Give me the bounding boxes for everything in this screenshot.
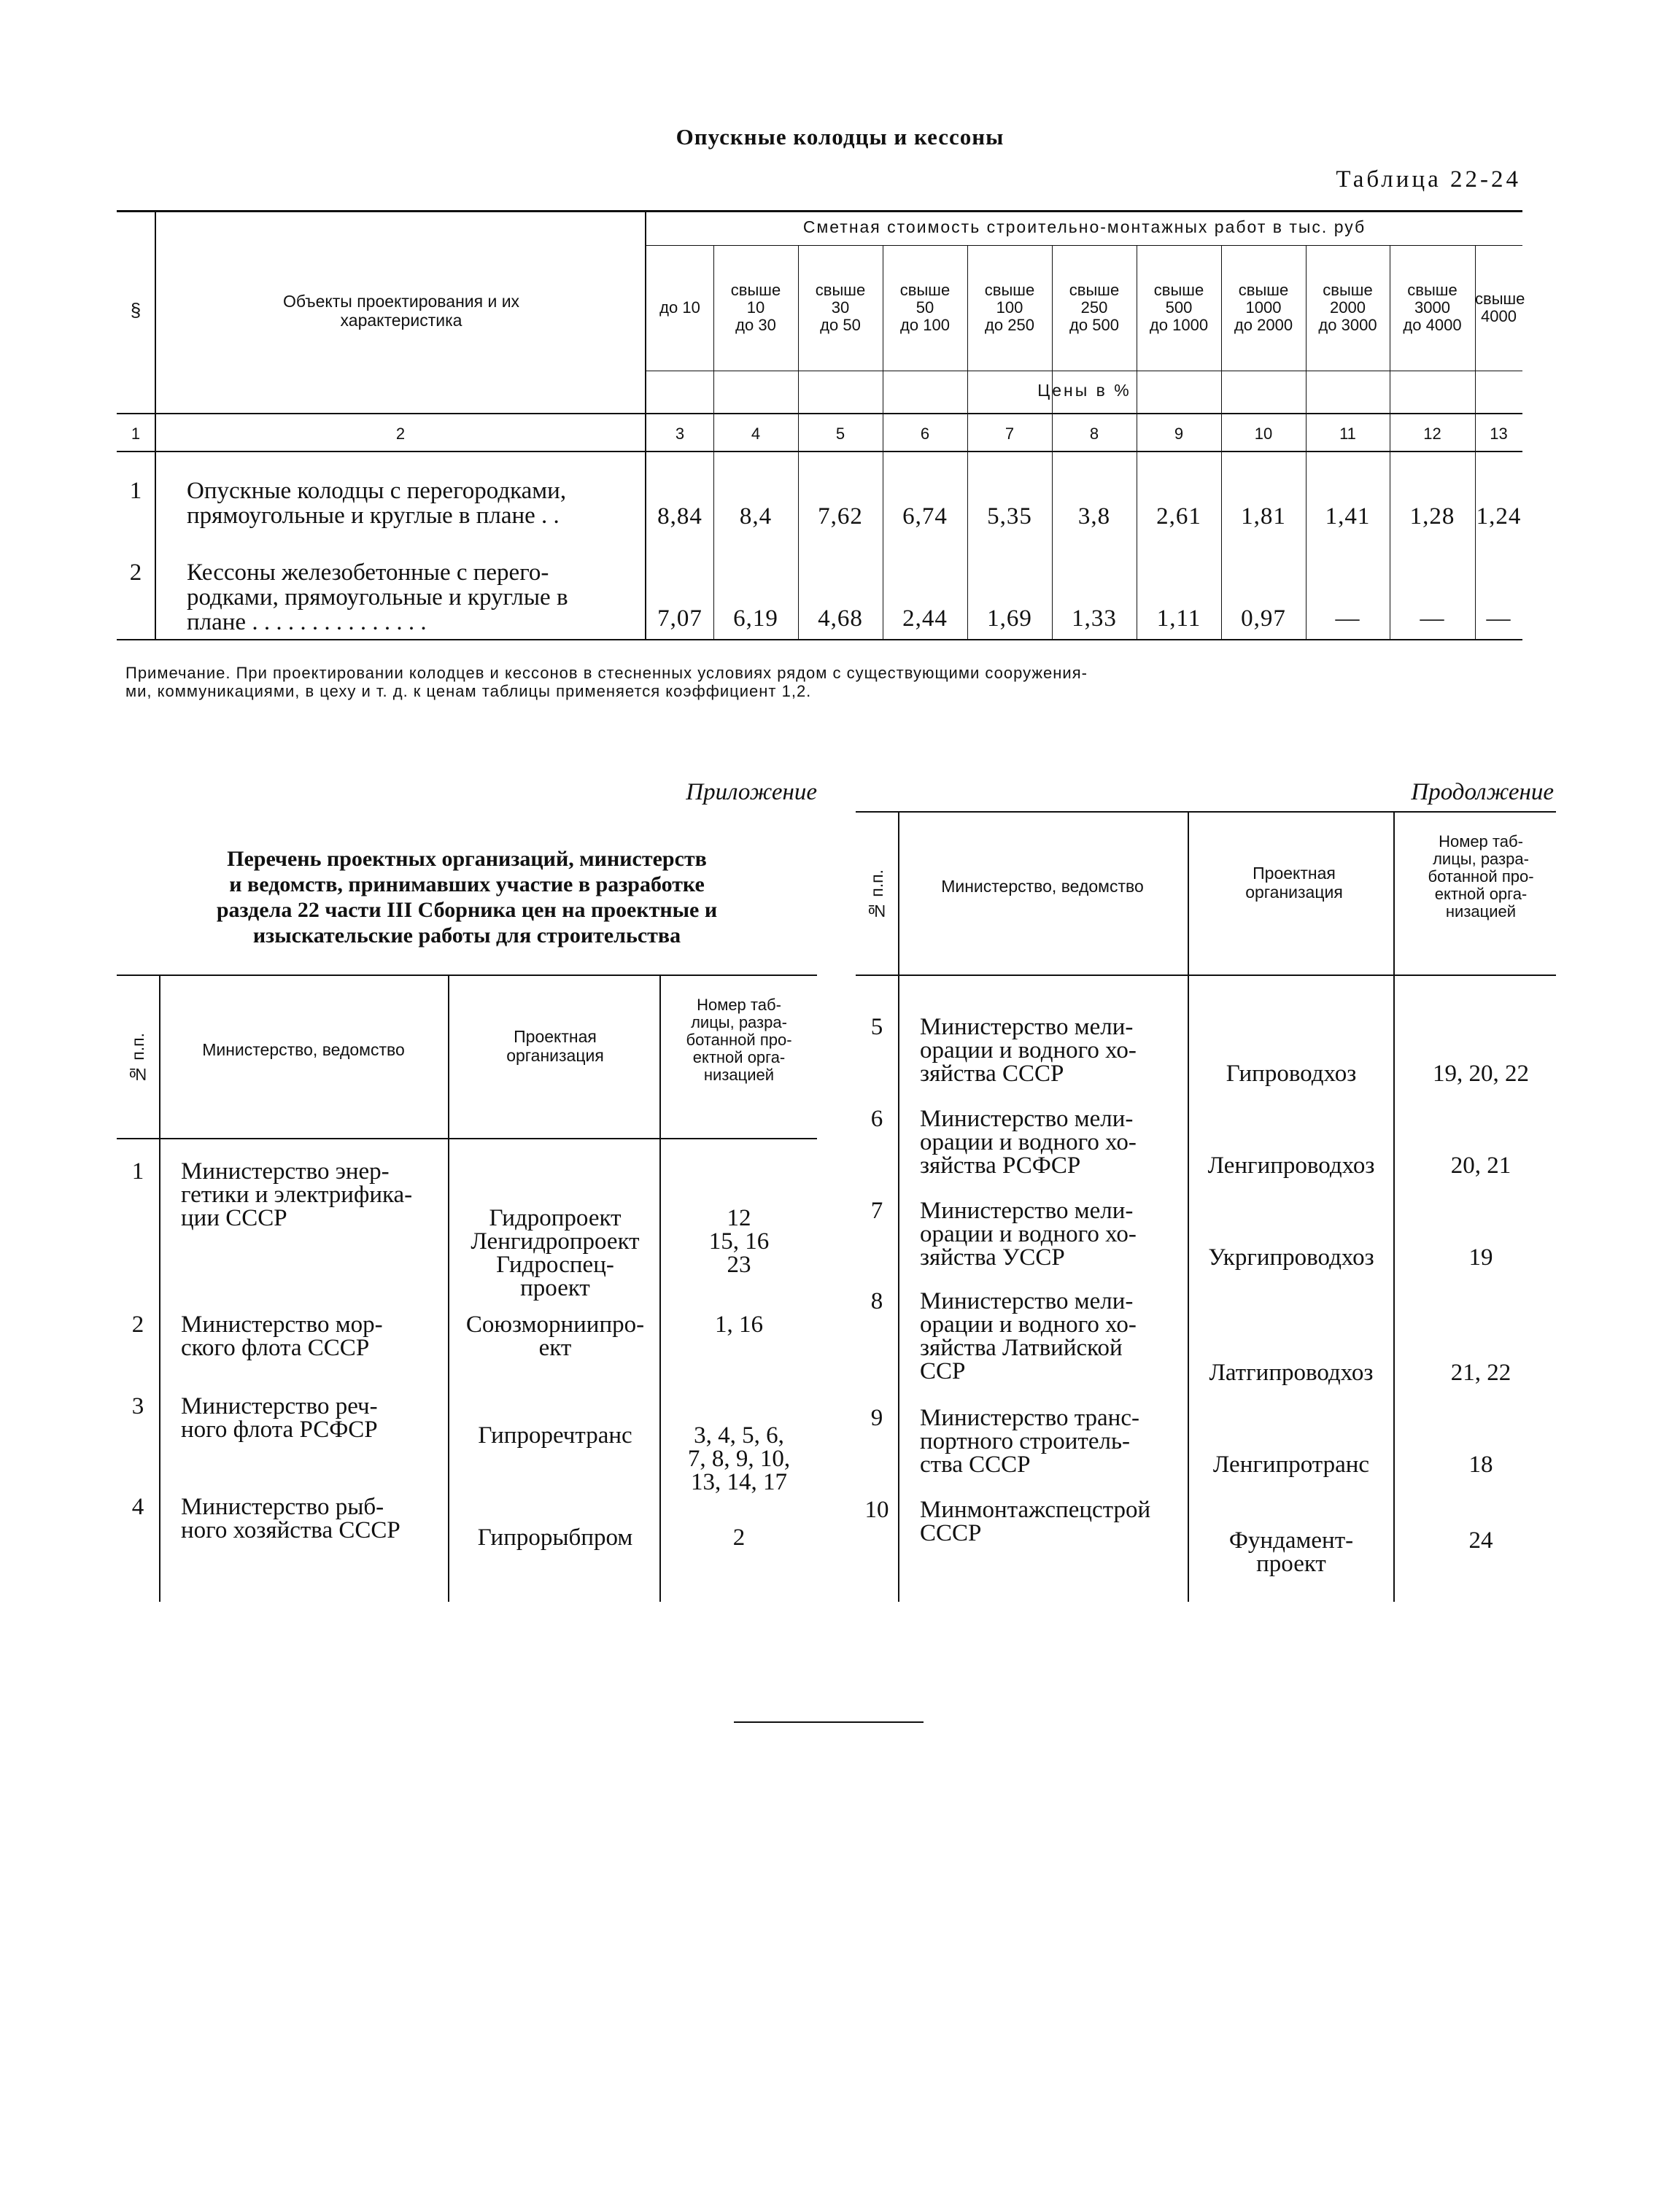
cost-range-header [967,282,1052,334]
cost-range-line: свыше [1238,281,1289,299]
note-line1: Примечание. При проектировании колодцев и кессонов в стесненных условиях рядом с существующими сооружения- [125,664,1088,682]
ministry-line: Министерство реч- [181,1393,378,1419]
tables-header-line: Номер таб- [1439,832,1523,850]
table-numbers-line: 23 [727,1252,751,1278]
ministry-line: гетики и электрифика- [181,1182,413,1208]
left-ministry-header: Министерство, ведомство [202,1040,405,1059]
cost-range-line: до 4000 [1403,316,1462,334]
appendix-title-line: Перечень проектных организаций, министерств [227,847,707,871]
row-description-line: родками, прямоугольные и круглые в [187,584,568,611]
org-header-line: организация [506,1046,604,1065]
table-numbers [1400,1062,1562,1085]
cost-range-line: свыше [815,281,866,299]
price-value: 4,68 [818,605,863,632]
organization-name [1188,1246,1394,1269]
tables-header-line: ботанной про- [1428,867,1534,886]
ministry-name [181,1495,451,1542]
cost-range-line: до 50 [820,316,861,334]
organization-name [1188,1154,1394,1177]
cost-range-line: свыше [1069,281,1120,299]
cost-range-header [646,299,713,317]
price-value: 1,81 [1241,503,1286,530]
ministry-name [181,1395,451,1441]
row-number: 3 [131,1393,144,1419]
ministry-name [920,1290,1190,1383]
cost-range-line: до 250 [985,316,1034,334]
ministry-name [181,1160,451,1230]
ministry-line: Минмонтажспецстрой [920,1497,1151,1523]
cost-range-line: до 30 [735,316,776,334]
column-number: 7 [1004,425,1015,443]
price-value: 1,69 [987,605,1032,632]
appendix-label: Приложение [686,779,817,805]
table1-bottom-rule [117,639,1522,640]
organization-line: Гидропроект [489,1205,622,1231]
price-value: 7,62 [818,503,863,530]
note-line2: ми, коммуникациями, в цеху и т. д. к ценам таблицы применяется коэффициент 1,2. [125,682,812,700]
column-number: 11 [1339,425,1356,443]
table-numbers [1400,1453,1562,1476]
cost-range-line: до 100 [900,316,950,334]
ministry-name [920,1015,1190,1085]
cost-range-line: свыше [1475,290,1525,308]
price-value: 2,44 [902,605,948,632]
table-numbers-line: 3, 4, 5, 6, [694,1422,784,1449]
right-num-header: № п.п. [867,869,886,921]
row-description-line: Кессоны железобетонные с перего- [187,559,549,586]
table-numbers-line: 1, 16 [715,1311,763,1338]
end-rule [734,1721,924,1723]
column-number: 5 [835,425,845,443]
cost-range-line: свыше [1407,281,1458,299]
continuation-label: Продолжение [1411,779,1554,805]
objects-header-line1: Объекты проектирования и их [282,292,520,311]
row-number: 10 [864,1497,889,1523]
cost-range-line: до 500 [1069,316,1119,334]
cost-range-line: 500 [1165,298,1193,317]
table-numbers-line: 18 [1468,1452,1493,1478]
tables-header-line: ектной орга- [1434,885,1528,903]
column-number: 10 [1254,425,1273,443]
table-numbers [661,1313,817,1336]
column-number: 8 [1089,425,1099,443]
price-value: 7,07 [657,605,702,632]
table-numbers [1400,1529,1562,1552]
ministry-line: Министерство мели- [920,1288,1134,1314]
right-org-header [1188,864,1400,902]
cost-range-line: 50 [916,298,934,317]
ministry-line: ного хозяйства СССР [181,1517,400,1543]
header-bottom-rule [117,413,1522,414]
ministry-line: орации и водного хо- [920,1037,1137,1063]
appendix-title-line: и ведомств, принимавших участие в разработке [229,872,705,896]
cost-range-line: 250 [1080,298,1108,317]
ministry-name [920,1498,1190,1545]
left-vline-num [159,974,160,1602]
ministry-line: СССР [920,1520,982,1546]
cost-range-header [1137,282,1221,334]
row-section-number: 1 [129,478,142,504]
cost-range-line: свыше [730,281,781,299]
organization-line: Латгипроводхоз [1209,1360,1374,1386]
price-value: 2,61 [1156,503,1201,530]
left-num-header: № п.п. [128,1032,147,1085]
cost-range-line: 30 [831,298,850,317]
row-number: 2 [131,1311,144,1338]
price-value: 1,24 [1476,503,1522,530]
ministry-line: ства СССР [920,1452,1031,1478]
ministry-line: Министерство мели- [920,1106,1134,1132]
objects-header-line2: характеристика [340,311,462,330]
table-numbers [661,1424,817,1494]
row-description-line: Опускные колодцы с перегородками, [187,478,567,504]
price-value: 3,8 [1077,503,1111,530]
cost-range-line: до 1000 [1149,316,1209,334]
appendix-title [117,846,817,948]
org-header-line: Проектная [1253,864,1336,883]
objects-header [175,292,627,330]
table-numbers-line: 13, 14, 17 [691,1469,787,1495]
organization-name [449,1206,661,1300]
right-num-header-box [856,826,898,964]
cost-range-line: свыше [984,281,1035,299]
organization-line: ект [538,1335,572,1361]
org-header-line: организация [1245,883,1343,902]
cost-range-line: свыше [1153,281,1204,299]
tables-header-line: низацией [703,1066,775,1084]
ministry-line: зяйства УССР [920,1244,1065,1271]
table-numbers [661,1206,817,1276]
table-numbers [1400,1361,1562,1384]
table1-top-rule [117,210,1522,212]
price-value: 1,41 [1325,503,1371,530]
row-number: 7 [870,1198,883,1224]
ministry-line: зяйства РСФСР [920,1152,1081,1179]
table-numbers-line: 21, 22 [1450,1360,1511,1386]
prices-header: Цены в % [1037,381,1131,400]
ministry-name [920,1199,1190,1269]
left-num-header-box [117,989,159,1128]
ministry-line: Министерство рыб- [181,1494,384,1520]
price-value: 6,19 [733,605,778,632]
organization-name [449,1424,661,1447]
price-value: 0,97 [1241,605,1286,632]
cost-range-header [1052,282,1137,334]
organization-name [1188,1062,1394,1085]
ministry-line: ного флота РСФСР [181,1417,378,1443]
cost-range-line: 1000 [1245,298,1282,317]
tables-header-line: низацией [1445,902,1517,921]
column-number: 12 [1423,425,1441,443]
organization-line: Союзморниипро- [465,1311,645,1338]
organization-line: проект [1256,1551,1326,1577]
ministry-line: Министерство мели- [920,1198,1134,1224]
left-tables-header [661,996,817,1084]
cost-range-line: 3000 [1414,298,1450,317]
colnum-bottom-rule [117,451,1522,452]
org-header-line: Проектная [514,1027,597,1046]
cost-range-line: до 3000 [1318,316,1377,334]
column-number: 2 [395,425,406,443]
tables-header-line: лицы, разра- [1433,850,1529,868]
row-number: 9 [870,1405,883,1431]
ministry-line: зяйства Латвийской [920,1335,1123,1361]
row-description-line: прямоугольные и круглые в плане . . [187,503,560,529]
ministry-line: Министерство мели- [920,1014,1134,1040]
price-value: — [1486,605,1511,632]
row-section-number: 2 [129,559,142,586]
organization-line: Гипрорыбпром [477,1524,633,1551]
left-table-top-rule [117,974,817,976]
section-title: Опускные колодцы и кессоны [676,124,1004,150]
organization-line: Гипроводхоз [1226,1061,1357,1087]
cost-range-line: свыше [899,281,951,299]
right-vline-org [1393,811,1395,1602]
organization-line: Фундамент- [1228,1527,1354,1554]
ministry-line: ССР [920,1358,966,1384]
table-numbers-line: 7, 8, 9, 10, [687,1446,791,1472]
column-number: 9 [1174,425,1184,443]
appendix-title-line: изыскательские работы для строительства [252,923,681,948]
tables-header-line: ектной орга- [692,1048,786,1066]
column-number: 3 [675,425,685,443]
left-org-header [449,1027,661,1065]
tables-header-line: ботанной про- [686,1031,792,1049]
table-numbers-line: 19, 20, 22 [1433,1061,1529,1087]
cost-range-line: 2000 [1330,298,1366,317]
column-number: 6 [920,425,930,443]
column-number: 1 [131,425,141,443]
organization-line: Гидроспец- [496,1252,614,1278]
ministry-line: орации и водного хо- [920,1129,1137,1155]
ministry-line: портного строитель- [920,1428,1130,1454]
price-value: 8,84 [657,503,702,530]
ministry-line: орации и водного хо- [920,1221,1137,1247]
price-value: 5,35 [987,503,1032,530]
organization-line: Гипроречтранс [478,1422,632,1449]
cost-range-header [1390,282,1475,334]
table-numbers-line: 2 [732,1524,746,1551]
price-value: 6,74 [902,503,948,530]
table-numbers-line: 12 [727,1205,751,1231]
organization-name [1188,1529,1394,1576]
organization-line: Ленгипротранс [1212,1452,1370,1478]
right-table-top-rule [856,811,1556,813]
cost-range-header [1306,282,1390,334]
organization-line: Ленгипроводхоз [1207,1152,1375,1179]
table-numbers-line: 15, 16 [708,1228,770,1255]
left-table-header-rule [117,1138,817,1139]
cost-range-header [883,282,967,334]
cost-range-header [1475,290,1525,325]
right-tables-header [1400,833,1562,921]
table-numbers-line: 19 [1468,1244,1493,1271]
table-numbers [1400,1246,1562,1269]
table-numbers-line: 20, 21 [1450,1152,1511,1179]
organization-name [1188,1453,1394,1476]
cost-range-header [713,282,798,334]
row-number: 8 [870,1288,883,1314]
price-value: 1,11 [1156,605,1201,632]
row-number: 4 [131,1494,144,1520]
cost-header-rule [646,245,1522,246]
ministry-line: Министерство мор- [181,1311,383,1338]
ministry-line: ции СССР [181,1205,287,1231]
row-description [187,560,639,635]
organization-line: Укргипроводхоз [1208,1244,1374,1271]
cost-range-header [798,282,883,334]
ministry-line: Министерство транс- [920,1405,1139,1431]
right-vline-num [898,811,899,1602]
cost-range-header [1221,282,1306,334]
price-value: — [1420,605,1445,632]
appendix-title-line: раздела 22 части III Сборника цен на проектные и [216,898,718,922]
table-note [125,664,1519,700]
column-number: 4 [751,425,761,443]
row-description-line: плане . . . . . . . . . . . . . . . [187,609,427,635]
table-numbers [1400,1154,1562,1177]
cost-header: Сметная стоимость строительно-монтажных работ в тыс. руб [802,217,1366,236]
ministry-name [181,1313,451,1360]
organization-line: Ленгидропроект [471,1228,640,1255]
tables-header-line: лицы, разра- [691,1013,787,1031]
row-number: 1 [131,1158,144,1185]
cost-range-line: 10 [746,298,765,317]
organization-name [1188,1361,1394,1384]
ministry-line: зяйства СССР [920,1061,1064,1087]
organization-line: проект [520,1275,590,1301]
price-value: — [1335,605,1360,632]
column-number: 13 [1490,425,1508,443]
price-value: 8,4 [739,503,773,530]
cost-range-line: 100 [996,298,1023,317]
right-table-header-rule [856,974,1556,976]
row-description [187,478,639,528]
organization-name [449,1313,661,1360]
ministry-line: Министерство энер- [181,1158,390,1185]
ministry-line: орации и водного хо- [920,1311,1137,1338]
row-number: 6 [870,1106,883,1132]
ministry-name [920,1107,1190,1177]
tables-header-line: Номер таб- [697,996,781,1014]
cost-range-line: до 10 [659,298,700,317]
ministry-line: ского флота СССР [181,1335,370,1361]
table-numbers-line: 24 [1468,1527,1493,1554]
section-symbol-header: § [130,299,142,321]
ministry-name [920,1406,1190,1476]
price-value: 1,33 [1072,605,1117,632]
cost-range-line: до 2000 [1234,316,1293,334]
table-reference: Таблица 22-24 [1336,166,1521,193]
cost-range-line: свыше [1323,281,1373,299]
organization-name [449,1526,661,1549]
table-numbers [661,1526,817,1549]
cost-range-line: 4000 [1481,307,1517,325]
price-value: 1,28 [1409,503,1455,530]
right-ministry-header: Министерство, ведомство [941,877,1144,896]
row-number: 5 [870,1014,883,1040]
